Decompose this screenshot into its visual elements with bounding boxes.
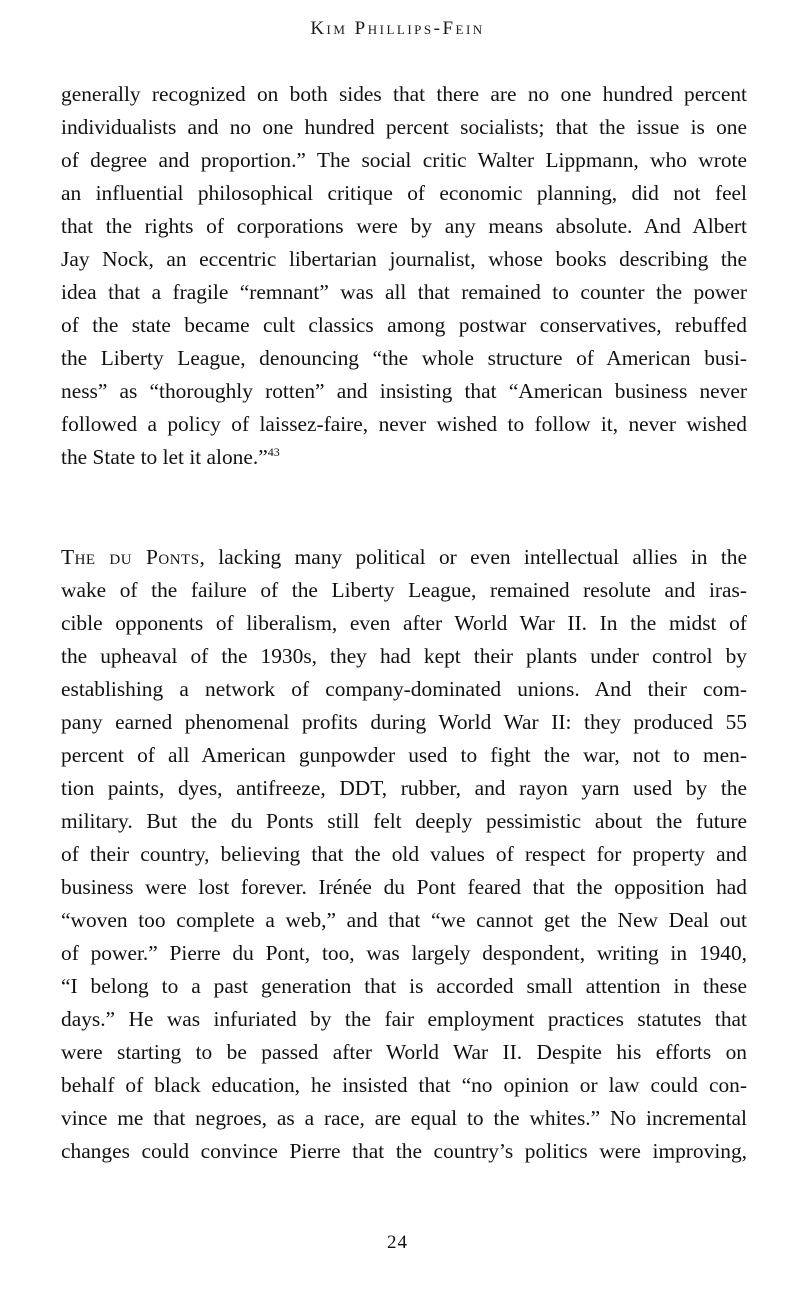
text-line: behalf of black education, he insisted that “no opinion or law could con- (61, 1073, 747, 1097)
text-line: ness” as “thoroughly rotten” and insisting that “American business never (61, 379, 747, 403)
text-line: days.” He was infuriated by the fair employment practices statutes that (61, 1007, 747, 1031)
text-line: percent of all American gunpowder used to fight the war, not to men- (61, 743, 747, 767)
text-line: the upheaval of the 1930s, they had kept their plants under control by (61, 644, 747, 668)
text-line: cible opponents of liberalism, even after World War II. In the midst of (61, 611, 747, 635)
text-line: of the state became cult classics among postwar conservatives, rebuffed (61, 313, 747, 337)
small-caps-lead-in: The du Ponts (61, 545, 200, 569)
text-line: “woven too complete a web,” and that “we cannot get the New Deal out (61, 908, 747, 932)
text-line: individualists and no one hundred percent socialists; that the issue is one (61, 115, 747, 139)
text-line: business were lost forever. Irénée du Pont feared that the opposition had (61, 875, 747, 899)
text-line: generally recognized on both sides that there are no one hundred percent (61, 82, 747, 106)
text-line-first (61, 541, 747, 574)
text-line: pany earned phenomenal profits during World War II: they produced 55 (61, 710, 747, 734)
text-line: military. But the du Ponts still felt deeply pessimistic about the future (61, 809, 747, 833)
text-line: tion paints, dyes, antifreeze, DDT, rubber, and rayon yarn used by the (61, 776, 747, 800)
paragraph-2 (61, 541, 747, 1168)
first-line-text: , lacking many political or even intellectual allies in the (199, 545, 747, 569)
text-line: an influential philosophical critique of economic planning, did not feel (61, 181, 747, 205)
text-line: of degree and proportion.” The social critic Walter Lippmann, who wrote (61, 148, 747, 172)
text-line: Jay Nock, an eccentric libertarian journalist, whose books describing the (61, 247, 747, 271)
paragraph-1 (61, 78, 747, 474)
text-line: of power.” Pierre du Pont, too, was largely despondent, writing in 1940, (61, 941, 747, 965)
text-line: that the rights of corporations were by any means absolute. And Albert (61, 214, 747, 238)
text-line: establishing a network of company-dominated unions. And their com- (61, 677, 747, 701)
text-line: “I belong to a past generation that is accorded small attention in these (61, 974, 747, 998)
text-line: followed a policy of laissez-faire, never wished to follow it, never wished (61, 412, 747, 436)
page-number: 24 (387, 1232, 408, 1253)
last-line-text: the State to let it alone.” (61, 445, 268, 469)
text-line-last (61, 441, 747, 474)
text-line: idea that a fragile “remnant” was all that remained to counter the power (61, 280, 747, 304)
running-head: Kim Phillips-Fein (310, 18, 485, 39)
text-line: the Liberty League, denouncing “the whole structure of American busi- (61, 346, 747, 370)
text-line: were starting to be passed after World War II. Despite his efforts on (61, 1040, 747, 1064)
text-line: changes could convince Pierre that the country’s politics were improving, (61, 1139, 747, 1163)
text-line: wake of the failure of the Liberty League, remained resolute and iras- (61, 578, 747, 602)
footnote-reference[interactable]: 43 (267, 444, 280, 459)
text-line: vince me that negroes, as a race, are equal to the whites.” No incremental (61, 1106, 747, 1130)
text-line: of their country, believing that the old values of respect for property and (61, 842, 747, 866)
